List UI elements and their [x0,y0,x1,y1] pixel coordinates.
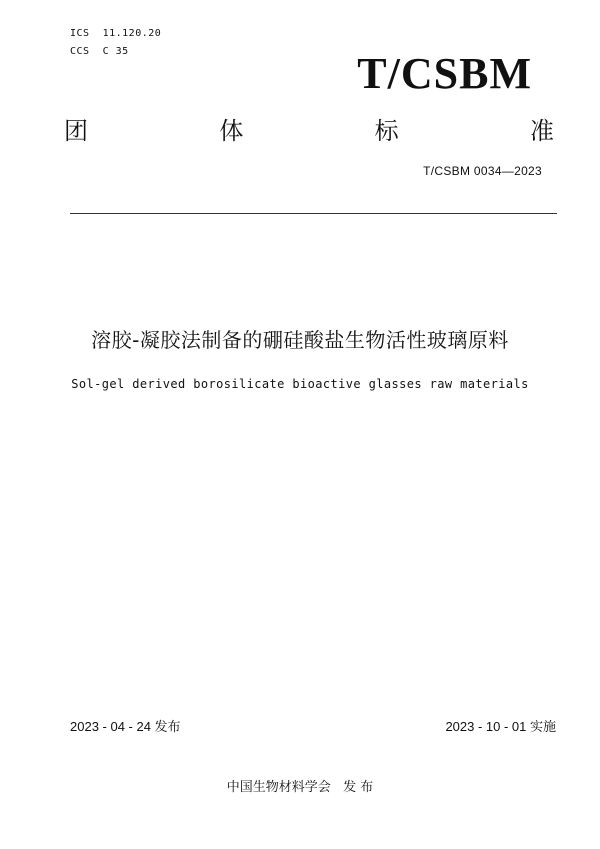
implementation-date: 2023 - 10 - 01 实施 [445,719,556,734]
document-title-english: Sol-gel derived borosilicate bioactive glasses raw materials [71,377,529,391]
header-divider [70,213,557,214]
organization-code-logo: T/CSBM [357,49,532,98]
publisher: 中国生物材料学会 发 布 [226,780,374,795]
issue-date: 2023 - 04 - 24 发布 [70,719,181,734]
ccs-code: CCS C 35 [70,46,129,57]
standard-type-char: 团 [64,117,88,145]
standard-type-char: 体 [219,117,244,145]
ics-code: ICS 11.120.20 [70,28,162,39]
standard-type-char: 标 [374,117,399,145]
standard-number: T/CSBM 0034—2023 [423,164,542,178]
document-title-chinese: 溶胶-凝胶法制备的硼硅酸盐生物活性玻璃原料 [91,328,509,352]
standard-type-heading [64,116,554,146]
standard-type-char: 准 [529,117,554,145]
